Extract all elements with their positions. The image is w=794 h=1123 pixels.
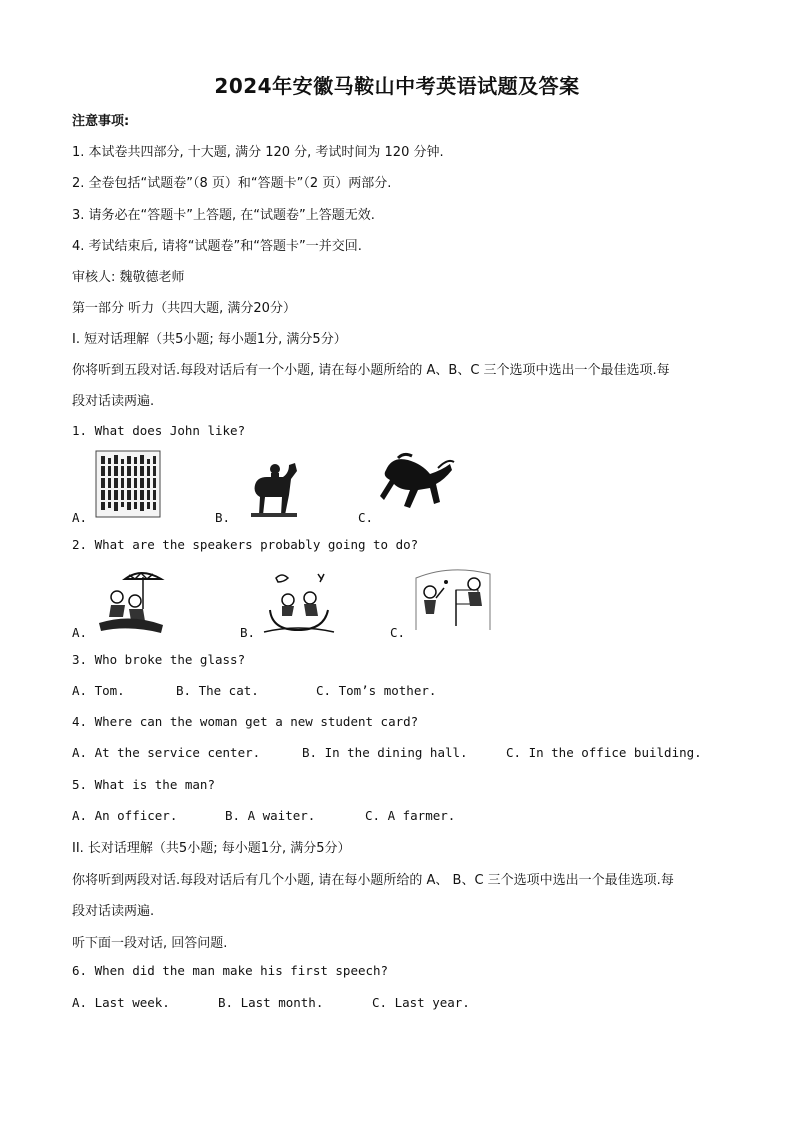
q4-option-c[interactable]: C. In the office building.	[506, 745, 702, 760]
q4-option-b[interactable]: B. In the dining hall.	[302, 745, 468, 760]
notice-heading: 注意事项:	[72, 114, 130, 129]
reviewer-line: 审核人: 魏敬德老师	[72, 270, 185, 285]
beach-picnic-image[interactable]	[95, 565, 167, 637]
section1-instruction: 你将听到五段对话.每段对话后有一个小题, 请在每小题所给的 A、B、C 三个选项中选出一个最佳选项.每	[72, 363, 670, 378]
q5-option-c[interactable]: C. A farmer.	[365, 808, 456, 823]
q1-label-c: C.	[358, 510, 374, 525]
horse-painting-image[interactable]	[378, 450, 456, 520]
q1-label-a: A.	[72, 510, 88, 525]
section1-instruction-cont: 段对话读两遍.	[72, 394, 155, 409]
q2-label-c: C.	[390, 625, 406, 640]
badminton-image[interactable]	[410, 560, 494, 634]
notice-item-4: 4. 考试结束后, 请将“试题卷”和“答题卡”一并交回.	[72, 239, 362, 254]
q4-option-a[interactable]: A. At the service center.	[72, 745, 261, 760]
terracotta-horse-image[interactable]	[245, 455, 301, 519]
q2-label-a: A.	[72, 625, 88, 640]
q6-option-c[interactable]: C. Last year.	[372, 995, 470, 1010]
page-title: 2024年安徽马鞍山中考英语试题及答案	[214, 74, 580, 98]
q6-option-b[interactable]: B. Last month.	[218, 995, 324, 1010]
section2-instruction: 你将听到两段对话.每段对话后有几个小题, 请在每小题所给的 A、 B、C 三个选项中选出一个最佳选项.每	[72, 873, 674, 888]
question-4-stem: 4. Where can the woman get a new student card?	[72, 714, 419, 729]
notice-item-3: 3. 请务必在“答题卡”上答题, 在“试题卷”上答题无效.	[72, 208, 375, 223]
section2-prompt: 听下面一段对话, 回答问题.	[72, 936, 228, 951]
question-6-stem: 6. When did the man make his first speech?	[72, 963, 389, 978]
calligraphy-image[interactable]	[95, 450, 161, 518]
q5-option-b[interactable]: B. A waiter.	[225, 808, 316, 823]
section2-instruction-cont: 段对话读两遍.	[72, 904, 155, 919]
question-2-stem: 2. What are the speakers probably going to do?	[72, 537, 419, 552]
section1-heading: I. 短对话理解（共5小题; 每小题1分, 满分5分）	[72, 332, 347, 347]
question-1-stem: 1. What does John like?	[72, 423, 246, 438]
q3-option-a[interactable]: A. Tom.	[72, 683, 125, 698]
q6-option-a[interactable]: A. Last week.	[72, 995, 170, 1010]
q3-option-b[interactable]: B. The cat.	[176, 683, 259, 698]
question-5-stem: 5. What is the man?	[72, 777, 215, 792]
section2-heading: II. 长对话理解（共5小题; 每小题1分, 满分5分）	[72, 841, 351, 856]
q2-label-b: B.	[240, 625, 256, 640]
q1-label-b: B.	[215, 510, 231, 525]
boating-image[interactable]	[262, 570, 336, 636]
q3-option-c[interactable]: C. Tom’s mother.	[316, 683, 437, 698]
part1-heading: 第一部分 听力（共四大题, 满分20分）	[72, 301, 296, 316]
question-3-stem: 3. Who broke the glass?	[72, 652, 246, 667]
notice-item-1: 1. 本试卷共四部分, 十大题, 满分 120 分, 考试时间为 120 分钟.	[72, 145, 444, 160]
notice-item-2: 2. 全卷包括“试题卷”（8 页）和“答题卡”（2 页）两部分.	[72, 176, 392, 191]
q5-option-a[interactable]: A. An officer.	[72, 808, 178, 823]
